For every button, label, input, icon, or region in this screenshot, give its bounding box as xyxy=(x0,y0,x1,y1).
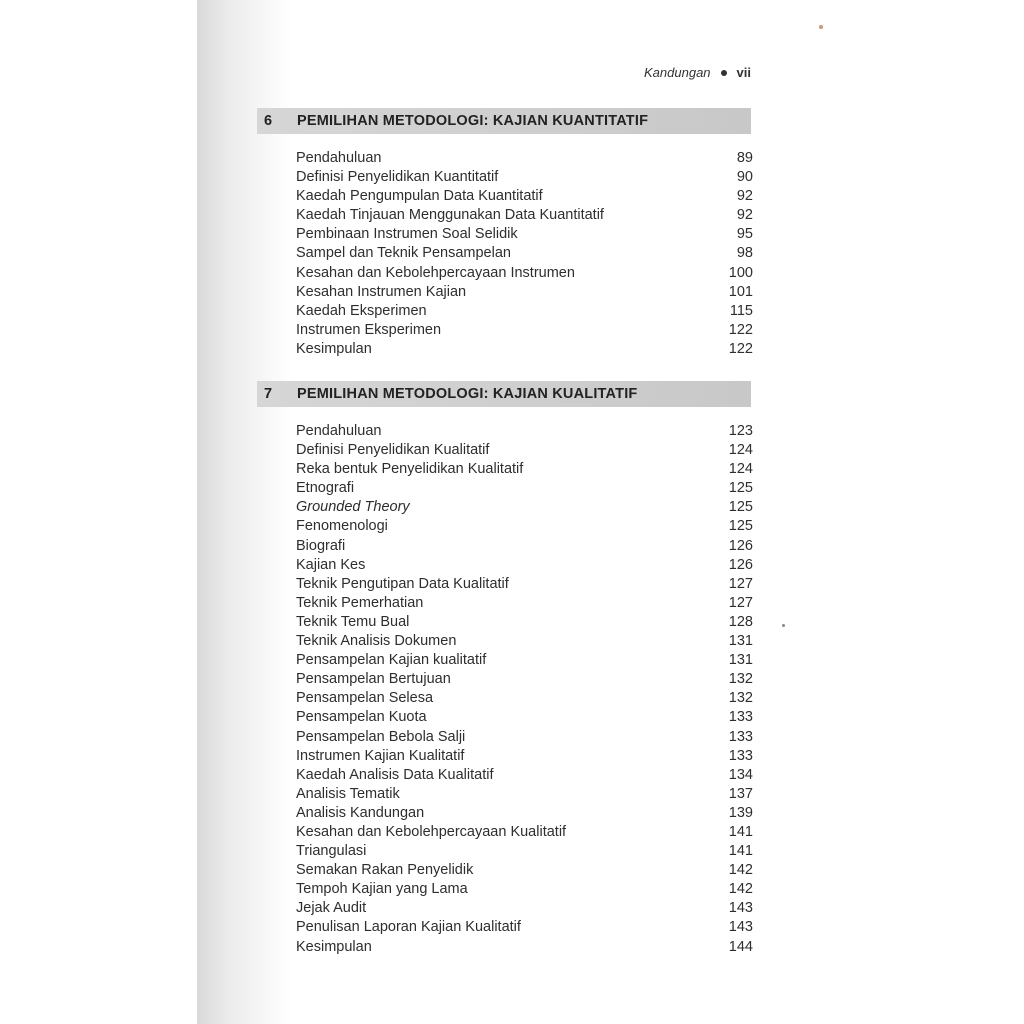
toc-entry xyxy=(296,321,753,340)
toc-entry-page: 126 xyxy=(728,556,753,573)
toc-entry-title: Kaedah Tinjauan Menggunakan Data Kuantitatif xyxy=(296,207,604,224)
toc-entry-page: 101 xyxy=(728,283,753,300)
toc-entry xyxy=(296,479,753,498)
toc-entry xyxy=(296,938,753,957)
toc-entry xyxy=(296,517,753,536)
toc-entry-page: 127 xyxy=(728,575,753,592)
paper-speck xyxy=(819,25,823,29)
toc-entry-title: Kesahan dan Kebolehpercayaan Kualitatif xyxy=(296,823,567,840)
toc-entry-title: Kesahan Instrumen Kajian xyxy=(296,283,467,300)
toc-entry xyxy=(296,149,753,168)
paper-speck xyxy=(782,624,785,627)
toc-entry-page: 142 xyxy=(728,881,753,898)
toc-entry xyxy=(296,899,753,918)
toc-entry-title: Analisis Kandungan xyxy=(296,804,425,821)
toc-entry-title: Teknik Analisis Dokumen xyxy=(296,633,457,650)
toc-entry-title: Fenomenologi xyxy=(296,518,388,535)
toc-entry-page: 122 xyxy=(728,340,753,357)
toc-entry-page: 133 xyxy=(728,709,753,726)
toc-entry xyxy=(296,441,753,460)
toc-entry-page: 141 xyxy=(728,823,753,840)
toc-entry-title: Pensampelan Bebola Salji xyxy=(296,728,466,745)
toc-entry-title: Teknik Temu Bual xyxy=(296,613,410,630)
toc-entry-page: 125 xyxy=(728,518,753,535)
toc-entry-page: 132 xyxy=(728,671,753,688)
binding-shadow xyxy=(197,0,292,1024)
toc-entry xyxy=(296,498,753,517)
toc-entry-page: 100 xyxy=(728,264,753,281)
toc-entry-page: 126 xyxy=(728,537,753,554)
toc-entry xyxy=(296,244,753,263)
toc-entry xyxy=(296,556,753,575)
toc-entry-title: Triangulasi xyxy=(296,843,367,860)
toc-entry-page: 142 xyxy=(728,862,753,879)
toc-entry xyxy=(296,613,753,632)
toc-entry-page: 131 xyxy=(728,652,753,669)
toc-list xyxy=(296,422,753,957)
toc-entry xyxy=(296,728,753,747)
toc-entry-page: 124 xyxy=(728,442,753,459)
toc-entry-title: Kaedah Analisis Data Kualitatif xyxy=(296,766,494,783)
toc-entry xyxy=(296,918,753,937)
toc-entry-page: 92 xyxy=(736,207,753,224)
toc-entry-title: Definisi Penyelidikan Kuantitatif xyxy=(296,169,499,186)
toc-entry-page: 139 xyxy=(728,804,753,821)
toc-entry-title: Grounded Theory xyxy=(296,499,410,516)
toc-entry-page: 98 xyxy=(736,245,753,262)
toc-entry-title: Analisis Tematik xyxy=(296,785,400,802)
toc-entry xyxy=(296,264,753,283)
running-head xyxy=(644,65,751,80)
toc-entry-page: 123 xyxy=(728,423,753,439)
toc-entry xyxy=(296,422,753,441)
toc-entry-page: 137 xyxy=(728,785,753,802)
toc-entry xyxy=(296,842,753,861)
toc-entry-title: Pensampelan Kuota xyxy=(296,709,427,726)
chapter-heading xyxy=(257,108,751,134)
toc-entry-title: Pensampelan Selesa xyxy=(296,690,434,707)
page-number: vii xyxy=(736,65,751,80)
toc-entry-page: 95 xyxy=(736,226,753,243)
toc-entry-title: Tempoh Kajian yang Lama xyxy=(296,881,468,898)
toc-entry-page: 125 xyxy=(728,480,753,497)
toc-entry-title: Pendahuluan xyxy=(296,150,382,166)
toc-entry-page: 143 xyxy=(728,919,753,936)
toc-entry-title: Biografi xyxy=(296,537,346,554)
toc-entry-title: Reka bentuk Penyelidikan Kualitatif xyxy=(296,461,524,478)
toc-entry xyxy=(296,537,753,556)
toc-entry xyxy=(296,689,753,708)
toc-entry-title: Kesimpulan xyxy=(296,340,372,357)
toc-entry xyxy=(296,766,753,785)
toc-entry xyxy=(296,823,753,842)
toc-entry-page: 128 xyxy=(728,613,753,630)
toc-entry-title: Sampel dan Teknik Pensampelan xyxy=(296,245,511,262)
toc-entry xyxy=(296,804,753,823)
toc-entry-page: 133 xyxy=(728,747,753,764)
toc-entry-title: Kesahan dan Kebolehpercayaan Instrumen xyxy=(296,264,575,281)
toc-entry xyxy=(296,206,753,225)
toc-entry-title: Penulisan Laporan Kajian Kualitatif xyxy=(296,919,521,936)
toc-entry-title: Definisi Penyelidikan Kualitatif xyxy=(296,442,490,459)
bullet-dot-icon xyxy=(721,70,727,76)
toc-entry xyxy=(296,785,753,804)
toc-entry-page: 133 xyxy=(728,728,753,745)
toc-entry xyxy=(296,651,753,670)
chapter-number: 6 xyxy=(264,113,273,129)
toc-entry-title: Pembinaan Instrumen Soal Selidik xyxy=(296,226,518,243)
chapter-heading xyxy=(257,381,751,407)
toc-entry xyxy=(296,861,753,880)
toc-entry xyxy=(296,340,753,359)
toc-entry xyxy=(296,283,753,302)
toc-entry-title: Kaedah Pengumpulan Data Kuantitatif xyxy=(296,188,543,205)
running-head-title: Kandungan xyxy=(644,65,711,80)
toc-entry xyxy=(296,880,753,899)
page-margin xyxy=(0,0,197,1024)
toc-entry-page: 115 xyxy=(729,302,753,319)
toc-entry-page: 143 xyxy=(728,900,753,917)
toc-entry-page: 132 xyxy=(728,690,753,707)
toc-entry-page: 144 xyxy=(728,938,753,955)
toc-entry-title: Kajian Kes xyxy=(296,556,366,573)
toc-entry xyxy=(296,168,753,187)
toc-entry-page: 124 xyxy=(728,461,753,478)
chapter-title: PEMILIHAN METODOLOGI: KAJIAN KUANTITATIF xyxy=(297,113,649,129)
toc-entry-title: Kaedah Eksperimen xyxy=(296,302,427,319)
toc-entry-page: 125 xyxy=(728,499,753,516)
toc-entry-title: Jejak Audit xyxy=(296,900,367,917)
toc-entry-title: Teknik Pengutipan Data Kualitatif xyxy=(296,575,509,592)
toc-entry xyxy=(296,302,753,321)
toc-entry-title: Pendahuluan xyxy=(296,423,382,439)
toc-entry xyxy=(296,575,753,594)
toc-entry xyxy=(296,187,753,206)
toc-entry-page: 122 xyxy=(728,321,753,338)
toc-entry xyxy=(296,747,753,766)
toc-entry-title: Kesimpulan xyxy=(296,938,372,955)
toc-entry-page: 141 xyxy=(728,843,753,860)
toc-entry-title: Teknik Pemerhatian xyxy=(296,594,424,611)
toc-entry-page: 92 xyxy=(736,188,753,205)
toc-entry-title: Pensampelan Bertujuan xyxy=(296,671,451,688)
toc-entry-page: 134 xyxy=(728,766,753,783)
toc-entry xyxy=(296,708,753,727)
toc-entry-page: 89 xyxy=(736,150,753,166)
toc-entry-page: 90 xyxy=(736,169,753,186)
toc-entry-title: Semakan Rakan Penyelidik xyxy=(296,862,474,879)
chapter-title: PEMILIHAN METODOLOGI: KAJIAN KUALITATIF xyxy=(297,386,638,402)
toc-entry xyxy=(296,460,753,479)
toc-entry xyxy=(296,594,753,613)
toc-entry xyxy=(296,670,753,689)
toc-entry-title: Pensampelan Kajian kualitatif xyxy=(296,652,487,669)
toc-entry-title: Etnografi xyxy=(296,480,355,497)
toc-entry-title: Instrumen Eksperimen xyxy=(296,321,442,338)
chapter-number: 7 xyxy=(264,386,273,402)
toc-list xyxy=(296,149,753,359)
toc-entry-title: Instrumen Kajian Kualitatif xyxy=(296,747,465,764)
toc-entry-page: 131 xyxy=(728,633,753,650)
toc-entry xyxy=(296,225,753,244)
toc-entry xyxy=(296,632,753,651)
toc-entry-page: 127 xyxy=(728,594,753,611)
